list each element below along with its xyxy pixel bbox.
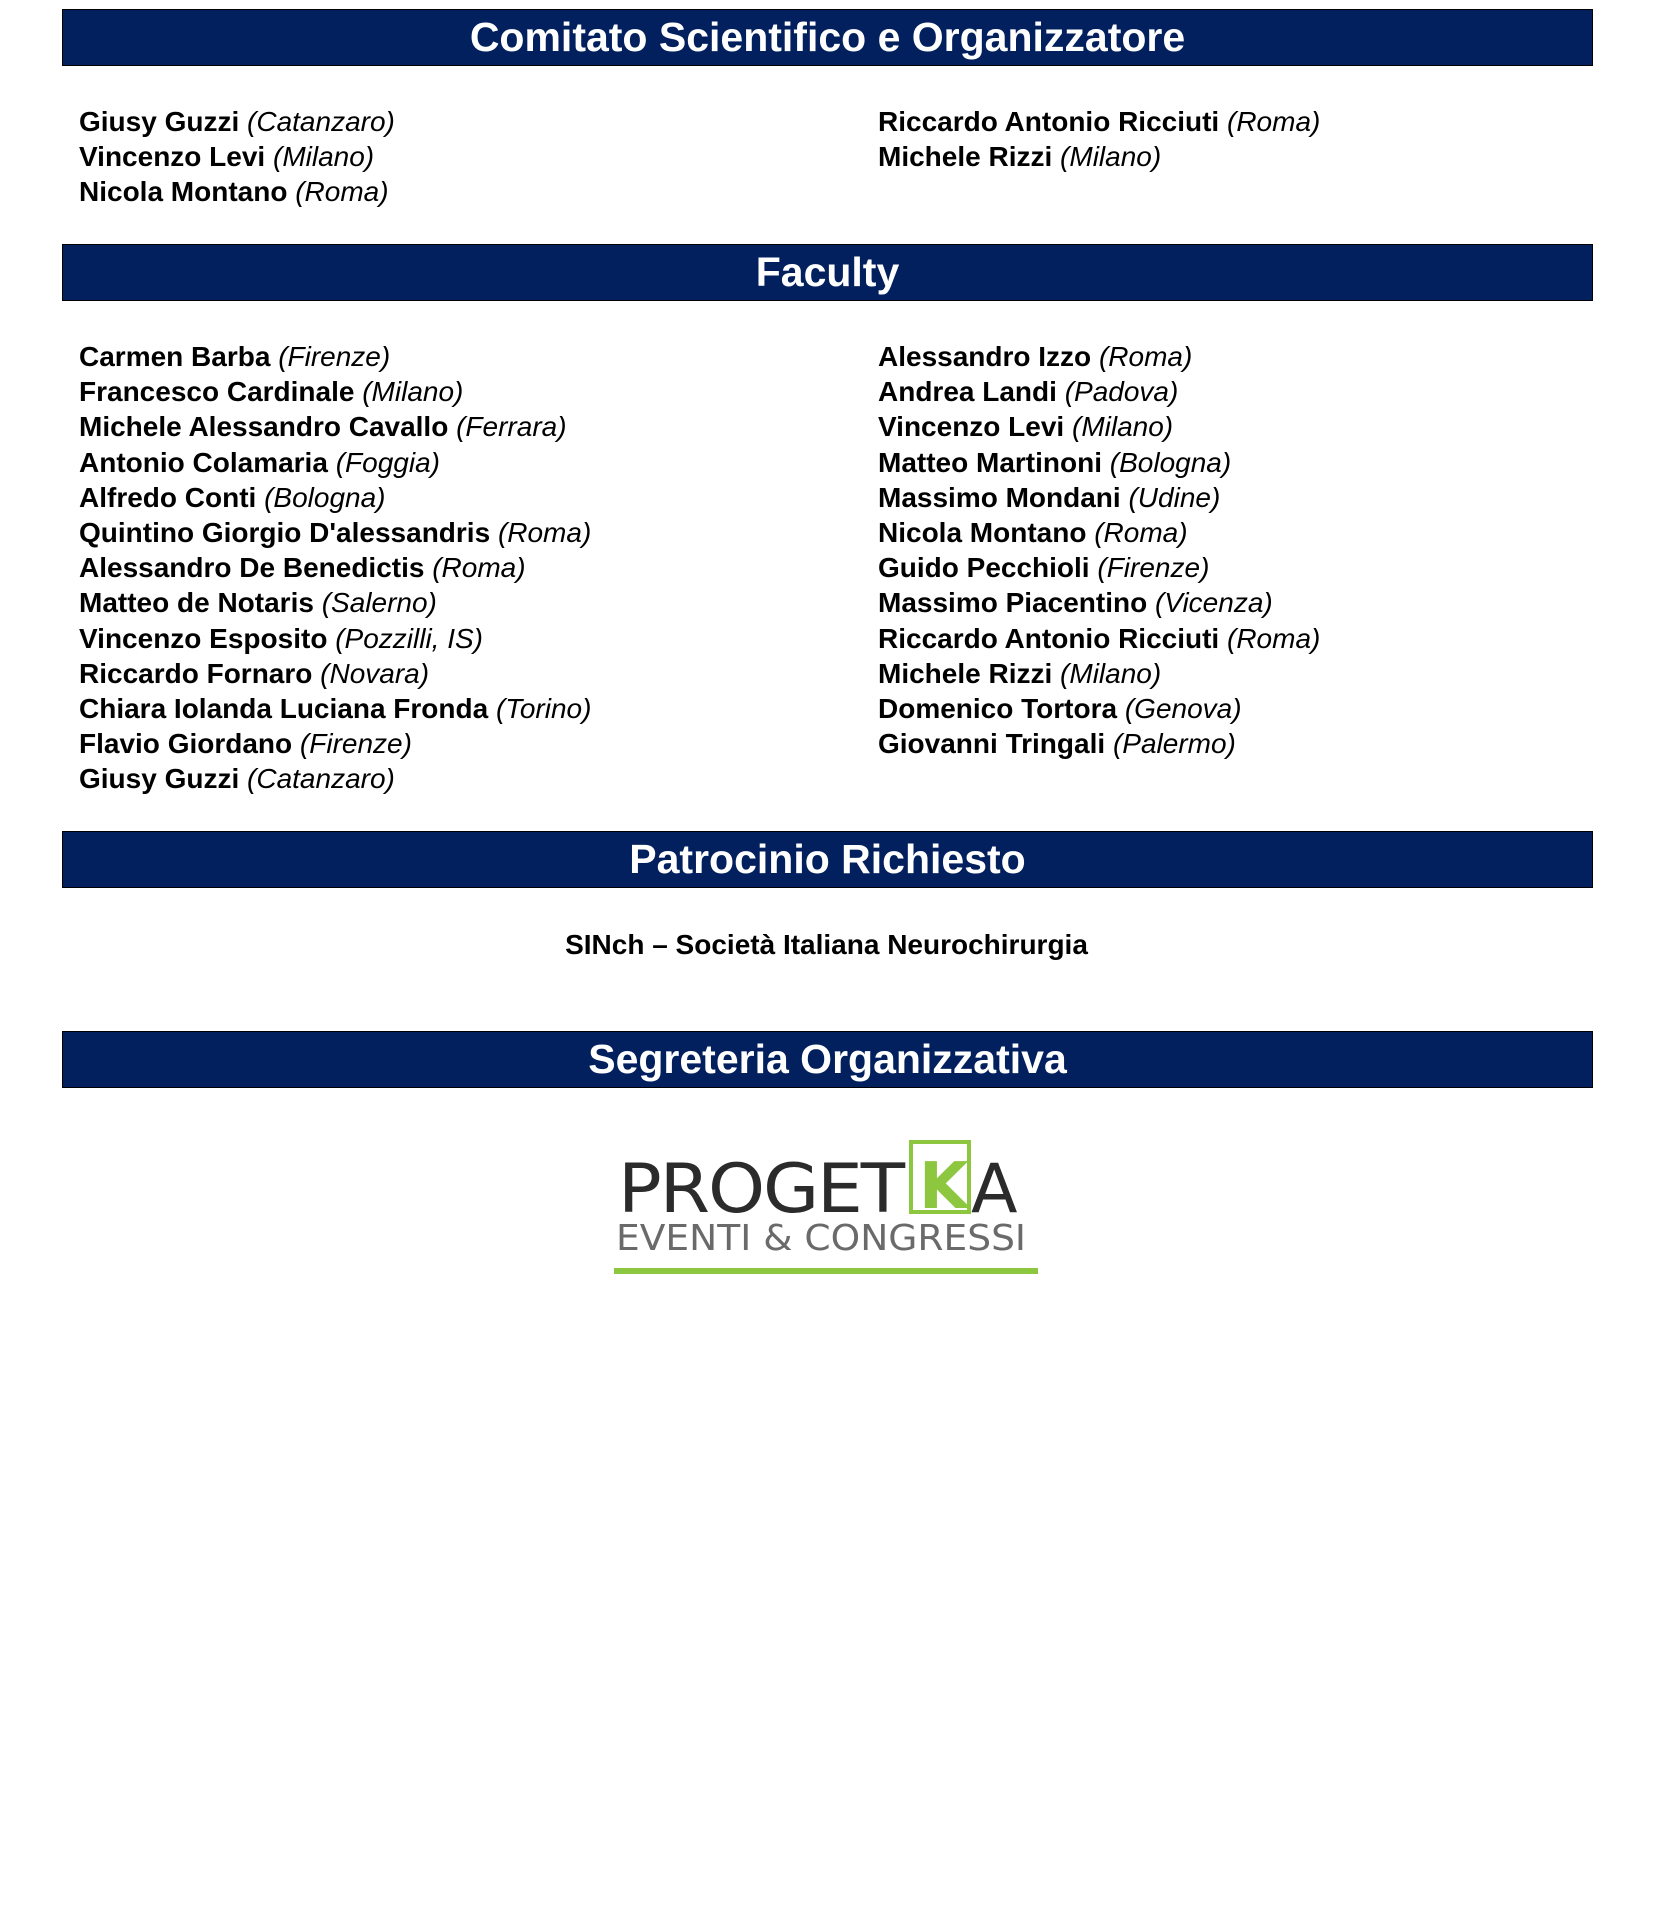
person-row	[878, 691, 1320, 726]
person-city: (Udine)	[1128, 481, 1221, 513]
person-city: (Novara)	[320, 657, 430, 689]
person-name: Andrea Landi	[878, 376, 1057, 408]
person-name: Chiara Iolanda Luciana Fronda	[79, 693, 489, 725]
person-city: (Catanzaro)	[247, 763, 395, 795]
person-row	[878, 621, 1320, 656]
person-row	[79, 339, 591, 374]
person-row	[878, 550, 1320, 585]
person-row	[79, 374, 591, 409]
person-name: Michele Rizzi	[878, 657, 1053, 689]
person-city: (Roma)	[1227, 106, 1321, 137]
person-name: Alfredo Conti	[79, 481, 257, 513]
person-name: Riccardo Fornaro	[79, 657, 313, 689]
person-city: (Bologna)	[1109, 446, 1232, 478]
person-row	[878, 139, 1320, 174]
committee-list-right	[878, 104, 1320, 174]
logo-brand-k: K	[919, 1150, 969, 1224]
person-city: (Firenze)	[1097, 552, 1210, 584]
person-row	[79, 550, 591, 585]
person-row	[878, 726, 1320, 761]
person-name: Nicola Montano	[878, 517, 1087, 549]
person-row	[878, 585, 1320, 620]
person-city: (Milano)	[1060, 657, 1162, 689]
person-city: (Milano)	[1060, 141, 1162, 173]
person-name: Matteo Martinoni	[878, 446, 1102, 478]
person-name: Guido Pecchioli	[878, 552, 1090, 584]
person-row	[79, 409, 591, 444]
person-name: Antonio Colamaria	[79, 446, 328, 478]
person-city: (Salerno)	[321, 587, 437, 619]
person-row	[878, 656, 1320, 691]
person-name: Giusy Guzzi	[79, 106, 240, 137]
person-city: (Roma)	[295, 176, 389, 208]
person-city: (Bologna)	[264, 481, 386, 513]
person-name: Matteo de Notaris	[79, 587, 314, 619]
person-row	[79, 480, 591, 515]
person-city: (Ferrara)	[456, 411, 567, 443]
person-name: Massimo Piacentino	[878, 587, 1148, 619]
logo-brand-pre: PROGET	[618, 1150, 906, 1229]
person-name: Massimo Mondani	[878, 481, 1121, 513]
progetka-logo	[610, 1140, 1042, 1280]
person-row	[79, 139, 395, 174]
faculty-list-left	[79, 339, 591, 797]
person-row	[878, 409, 1320, 444]
person-row	[79, 174, 395, 209]
person-city: (Milano)	[273, 141, 375, 173]
person-name: Riccardo Antonio Ricciuti	[878, 106, 1220, 137]
person-city: (Pozzilli, IS)	[335, 622, 483, 654]
person-name: Quintino Giorgio D'alessandris	[79, 517, 491, 549]
person-city: (Milano)	[362, 376, 464, 408]
person-name: Vincenzo Esposito	[79, 622, 328, 654]
person-row	[79, 621, 591, 656]
person-row	[79, 445, 591, 480]
person-city: (Padova)	[1064, 376, 1179, 408]
person-city: (Roma)	[497, 517, 592, 549]
committee-banner: Comitato Scientifico e Organizzatore	[62, 9, 1593, 66]
logo-underline	[614, 1268, 1038, 1274]
person-name: Giusy Guzzi	[79, 763, 240, 795]
person-row	[79, 585, 591, 620]
person-city: (Firenze)	[299, 728, 412, 760]
person-name: Nicola Montano	[79, 176, 288, 208]
person-row	[79, 656, 591, 691]
person-city: (Roma)	[1227, 622, 1321, 654]
person-row	[878, 374, 1320, 409]
person-row	[878, 515, 1320, 550]
person-row	[79, 761, 591, 796]
person-row	[878, 445, 1320, 480]
person-name: Domenico Tortora	[878, 693, 1118, 725]
person-city: (Roma)	[1094, 517, 1188, 549]
person-name: Francesco Cardinale	[79, 376, 355, 408]
person-row	[79, 104, 395, 139]
person-row	[878, 480, 1320, 515]
patronage-text: SINch – Società Italiana Neurochirurgia	[565, 929, 1088, 960]
person-city: (Firenze)	[278, 341, 391, 372]
person-name: Giovanni Tringali	[878, 728, 1106, 760]
person-name: Vincenzo Levi	[79, 141, 266, 173]
person-row	[878, 104, 1320, 139]
person-city: (Roma)	[432, 552, 526, 584]
person-name: Flavio Giordano	[79, 728, 293, 760]
person-city: (Genova)	[1124, 693, 1242, 725]
person-name: Carmen Barba	[79, 341, 271, 372]
person-name: Michele Rizzi	[878, 141, 1053, 173]
person-row	[79, 726, 591, 761]
person-row	[878, 339, 1320, 374]
person-name: Alessandro De Benedictis	[79, 552, 425, 584]
person-name: Alessandro Izzo	[878, 341, 1092, 372]
logo-tagline: EVENTI & CONGRESSI	[616, 1218, 1026, 1259]
faculty-banner: Faculty	[62, 244, 1593, 301]
secretariat-banner: Segreteria Organizzativa	[62, 1031, 1593, 1088]
logo-brand-post: A	[971, 1150, 1018, 1229]
person-city: (Vicenza)	[1154, 587, 1273, 619]
person-row	[79, 691, 591, 726]
person-name: Vincenzo Levi	[878, 411, 1065, 443]
person-name: Riccardo Antonio Ricciuti	[878, 622, 1220, 654]
person-city: (Palermo)	[1112, 728, 1236, 760]
committee-list-left	[79, 104, 395, 210]
person-city: (Roma)	[1098, 341, 1193, 372]
person-row	[79, 515, 591, 550]
patronage-banner: Patrocinio Richiesto	[62, 831, 1593, 888]
person-city: (Milano)	[1072, 411, 1174, 443]
person-city: (Catanzaro)	[247, 106, 395, 137]
person-name: Michele Alessandro Cavallo	[79, 411, 449, 443]
person-city: (Foggia)	[335, 446, 440, 478]
person-city: (Torino)	[495, 693, 592, 725]
faculty-list-right	[878, 339, 1320, 761]
